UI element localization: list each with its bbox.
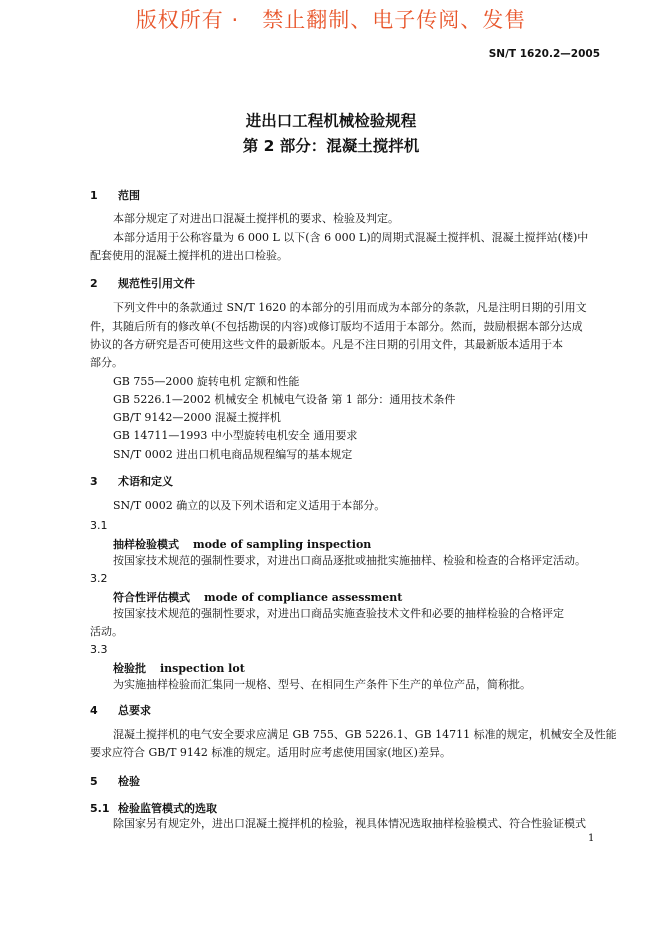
- term-definition: 按国家技术规范的强制性要求，对进出口商品逐批或抽批实施抽样、检验和检查的合格评定活动。: [113, 554, 586, 567]
- reference-item: GB 14711—1993 中小型旋转电机安全 通用要求: [113, 429, 358, 442]
- page-number: 1: [588, 833, 595, 844]
- term-heading: [113, 589, 402, 605]
- term-number: 3.2: [90, 572, 108, 585]
- term-definition: 按国家技术规范的强制性要求，对进出口商品实施查验技术文件和必要的抽样检验的合格评定: [113, 607, 564, 620]
- document-title: 进出口工程机械检验规程: [245, 112, 417, 130]
- section-number: 1: [90, 189, 98, 202]
- paragraph: 本部分适用于公称容量为 6 000 L 以下(含 6 000 L)的周期式混凝土搅拌机、混凝土搅拌站(楼)中: [113, 231, 589, 244]
- paragraph: 要求应符合 GB/T 9142 标准的规定。适用时应考虑使用国家(地区)差异。: [90, 746, 451, 759]
- paragraph: 部分。: [90, 356, 123, 369]
- section-title: 术语和定义: [118, 475, 173, 488]
- section-number: 5: [90, 775, 98, 788]
- term-chinese: 符合性评估模式: [113, 591, 190, 604]
- reference-item: GB 755—2000 旋转电机 定额和性能: [113, 375, 300, 388]
- term-chinese: 抽样检验模式: [113, 538, 179, 551]
- subsection-5-1-heading: [90, 800, 217, 816]
- standard-code: SN/T 1620.2—2005: [488, 48, 600, 60]
- section-title: 规范性引用文件: [118, 277, 195, 290]
- paragraph: SN/T 0002 确立的以及下列术语和定义适用于本部分。: [113, 499, 386, 512]
- term-english: inspection lot: [160, 662, 245, 675]
- paragraph: 协议的各方研究是否可使用这些文件的最新版本。凡是不注日期的引用文件，其最新版本适用于本: [90, 338, 563, 351]
- subsection-number: 5.1: [90, 802, 110, 815]
- paragraph: 下列文件中的条款通过 SN/T 1620 的本部分的引用而成为本部分的条款，凡是注明日期的引用文: [113, 301, 587, 314]
- paragraph: 件，其随后所有的修改单(不包括勘误的内容)或修订版均不适用于本部分。然而，鼓励根据本部分达成: [90, 320, 583, 333]
- term-heading: [113, 660, 245, 676]
- paragraph: 除国家另有规定外，进出口混凝土搅拌机的检验，视具体情况选取抽样检验模式、符合性验证模式: [113, 817, 586, 830]
- section-3-heading: [90, 473, 173, 489]
- subsection-title: 检验监管模式的选取: [118, 802, 217, 815]
- section-number: 2: [90, 277, 98, 290]
- term-number: 3.3: [90, 643, 108, 656]
- section-1-heading: [90, 187, 140, 203]
- section-title: 范围: [118, 189, 140, 202]
- reference-item: GB/T 9142—2000 混凝土搅拌机: [113, 411, 281, 424]
- paragraph: 本部分规定了对进出口混凝土搅拌机的要求、检验及判定。: [113, 212, 399, 225]
- term-heading: [113, 536, 371, 552]
- section-4-heading: [90, 702, 151, 718]
- copyright-banner: 版权所有 · 禁止翻制、电子传阅、发售: [135, 8, 527, 32]
- section-number: 4: [90, 704, 98, 717]
- document-subtitle: 第 2 部分：混凝土搅拌机: [242, 137, 420, 155]
- paragraph: 配套使用的混凝土搅拌机的进出口检验。: [90, 249, 288, 262]
- term-english: mode of compliance assessment: [204, 591, 403, 604]
- reference-item: SN/T 0002 进出口机电商品规程编写的基本规定: [113, 448, 353, 461]
- term-definition: 活动。: [90, 625, 123, 638]
- section-2-heading: [90, 275, 195, 291]
- section-number: 3: [90, 475, 98, 488]
- term-definition: 为实施抽样检验而汇集同一规格、型号、在相同生产条件下生产的单位产品，简称批。: [113, 678, 531, 691]
- term-number: 3.1: [90, 519, 108, 532]
- section-5-heading: [90, 773, 140, 789]
- term-english: mode of sampling inspection: [193, 538, 372, 551]
- section-title: 总要求: [118, 704, 151, 717]
- section-title: 检验: [118, 775, 140, 788]
- paragraph: 混凝土搅拌机的电气安全要求应满足 GB 755、GB 5226.1、GB 14711 标准的规定，机械安全及性能: [113, 728, 617, 741]
- reference-item: GB 5226.1—2002 机械安全 机械电气设备 第 1 部分：通用技术条件: [113, 393, 456, 406]
- term-chinese: 检验批: [113, 662, 146, 675]
